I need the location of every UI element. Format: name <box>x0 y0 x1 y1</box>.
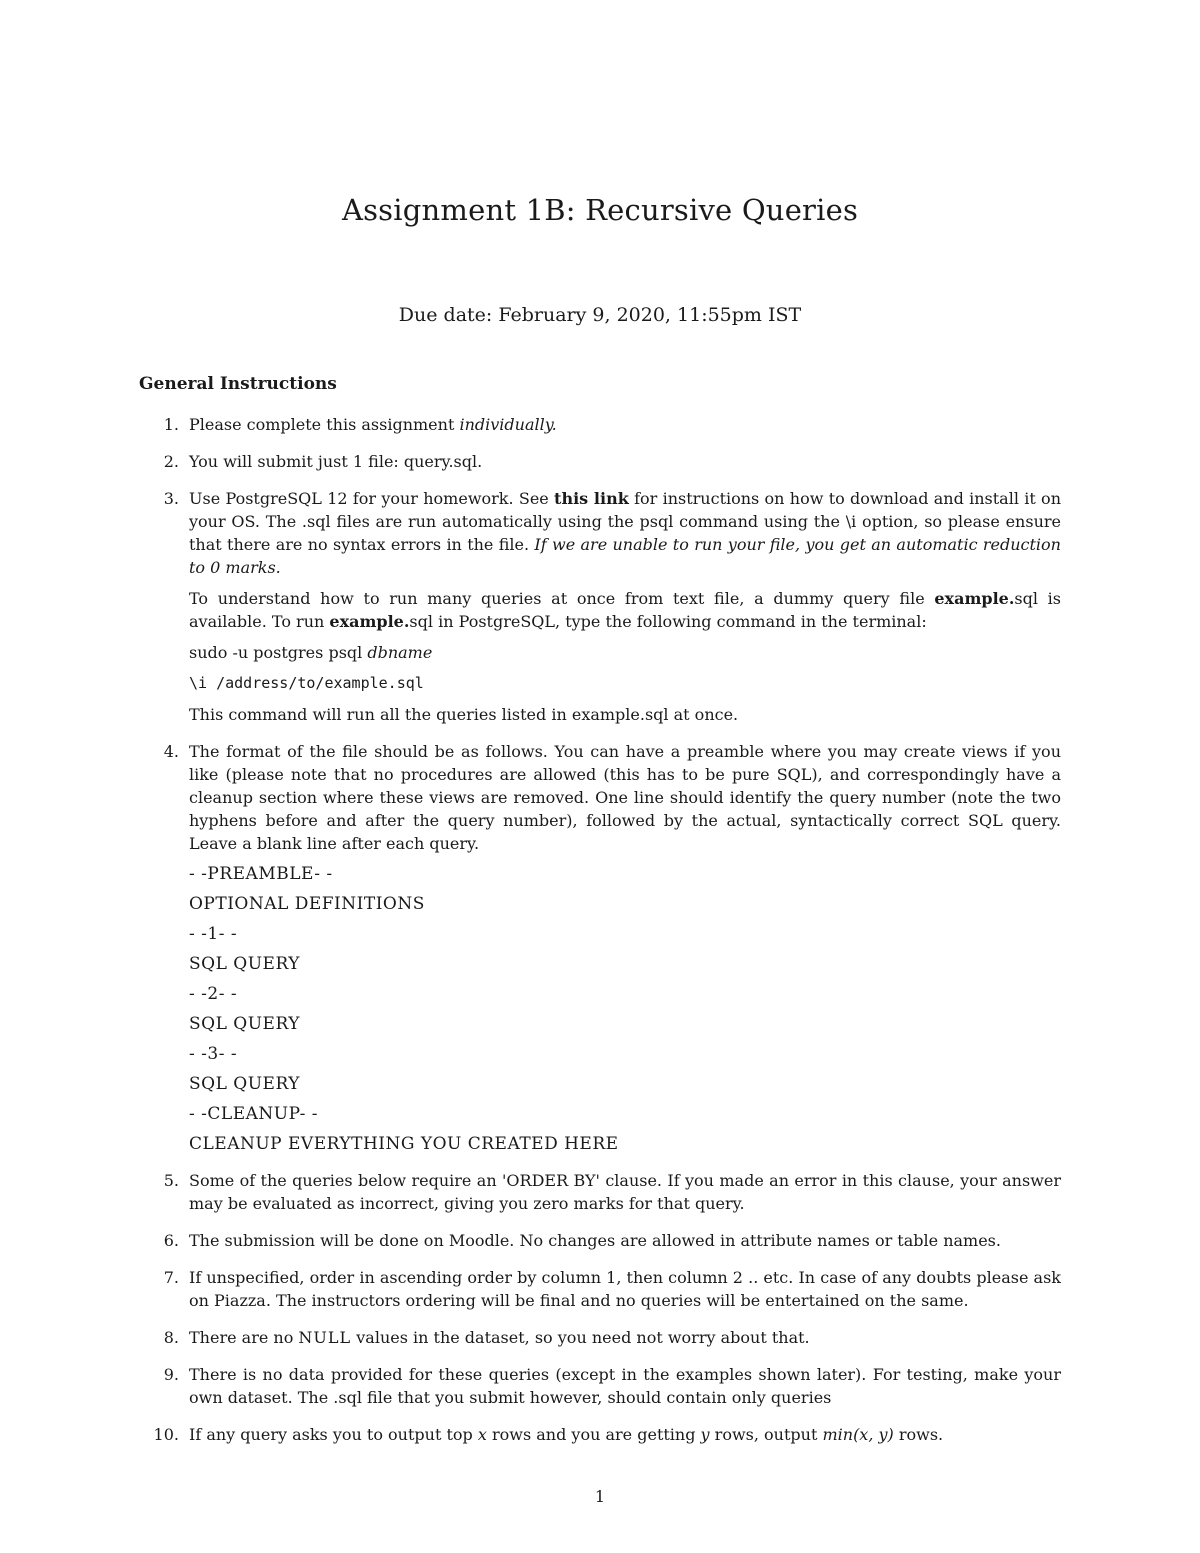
item-text: The submission will be done on Moodle. No changes are allowed in attribute names or table names. <box>189 1231 1001 1250</box>
item-number: 6. <box>163 1231 179 1250</box>
item-number: 1. <box>163 415 179 434</box>
document-title: Assignment 1B: Recursive Queries <box>341 193 859 227</box>
item-number: 4. <box>163 742 179 761</box>
section-heading: General Instructions <box>139 374 337 394</box>
list-item <box>139 740 1061 1155</box>
list-item <box>139 487 1061 726</box>
item-text: The format of the file should be as follows. You can have a preamble where you may create views if you like (please note that no procedures are allowed (this has to be pure SQL), and correspondingly have a cleanup section where these views are removed. One line should identify the query number (note the two hyphens before and after the query number), followed by the actual, syntactically correct SQL query. Leave a blank line after each query. <box>189 742 1061 853</box>
format-block <box>189 863 1061 1155</box>
terminal-command: sudo -u postgres psql dbname <box>189 643 433 662</box>
item-number: 9. <box>163 1365 179 1384</box>
example-paragraph: To understand how to run many queries at once from text file, a dummy query file example.sql is available. To run example.sql in PostgreSQL, type the following command in the terminal: <box>189 589 1062 631</box>
list-item <box>139 1169 1061 1215</box>
item-text: Use PostgreSQL 12 for your homework. See this link for instructions on how to download and install it on your OS. The .sql files are run automatically using the psql command using the \i option, so please ensure that there are no syntax errors in the file. If we are unable to run your file, you get an automatic reduction to 0 marks. <box>189 489 1061 577</box>
item-text: Some of the queries below require an 'ORDER BY' clause. If you made an error in this clause, your answer may be evaluated as incorrect, giving you zero marks for that query. <box>189 1171 1061 1213</box>
list-item <box>139 1326 1061 1349</box>
item-number: 10. <box>153 1425 179 1444</box>
format-line: - -CLEANUP- - <box>189 1104 318 1124</box>
item-text: There are no NULL values in the dataset, so you need not worry about that. <box>189 1328 810 1347</box>
list-item <box>139 450 1061 473</box>
list-item <box>139 413 1061 436</box>
instructions-link[interactable]: this link <box>554 489 629 508</box>
list-item <box>139 1423 1061 1446</box>
format-line: CLEANUP EVERYTHING YOU CREATED HERE <box>189 1134 619 1154</box>
format-line: - -1- - <box>189 924 238 944</box>
item-number: 7. <box>163 1268 179 1287</box>
command-note: This command will run all the queries listed in example.sql at once. <box>189 705 739 724</box>
warning-text: If we are unable to run your file, you get an automatic reduction to 0 marks. <box>189 535 1061 577</box>
item-number: 3. <box>163 489 179 508</box>
item-number: 2. <box>163 452 179 471</box>
format-line: SQL QUERY <box>189 954 300 974</box>
list-item <box>139 1266 1061 1312</box>
list-item <box>139 1363 1061 1409</box>
item-text: Please complete this assignment individually. <box>189 415 557 434</box>
item-text: If any query asks you to output top x rows and you are getting y rows, output min(x, y) rows. <box>189 1425 944 1444</box>
format-line: - -PREAMBLE- - <box>189 864 333 884</box>
format-line: SQL QUERY <box>189 1074 300 1094</box>
item-number: 5. <box>163 1171 179 1190</box>
due-date: Due date: February 9, 2020, 11:55pm IST <box>398 304 802 326</box>
item-text: If unspecified, order in ascending order by column 1, then column 2 .. etc. In case of any doubts please ask on Piazza. The instructors ordering will be final and no queries will be entertained on the same. <box>189 1268 1061 1310</box>
page-number: 1 <box>594 1487 606 1506</box>
format-line: SQL QUERY <box>189 1014 300 1034</box>
format-line: OPTIONAL DEFINITIONS <box>189 894 425 914</box>
format-line: - -3- - <box>189 1044 238 1064</box>
item-text: There is no data provided for these queries (except in the examples shown later). For testing, make your own dataset. The .sql file that you submit however, should contain only queries <box>189 1365 1061 1407</box>
item-number: 8. <box>163 1328 179 1347</box>
item-text: You will submit just 1 file: query.sql. <box>189 452 483 471</box>
instructions-list <box>139 413 1061 1460</box>
list-item <box>139 1229 1061 1252</box>
psql-command: \i /address/to/example.sql <box>189 674 424 692</box>
format-line: - -2- - <box>189 984 238 1004</box>
